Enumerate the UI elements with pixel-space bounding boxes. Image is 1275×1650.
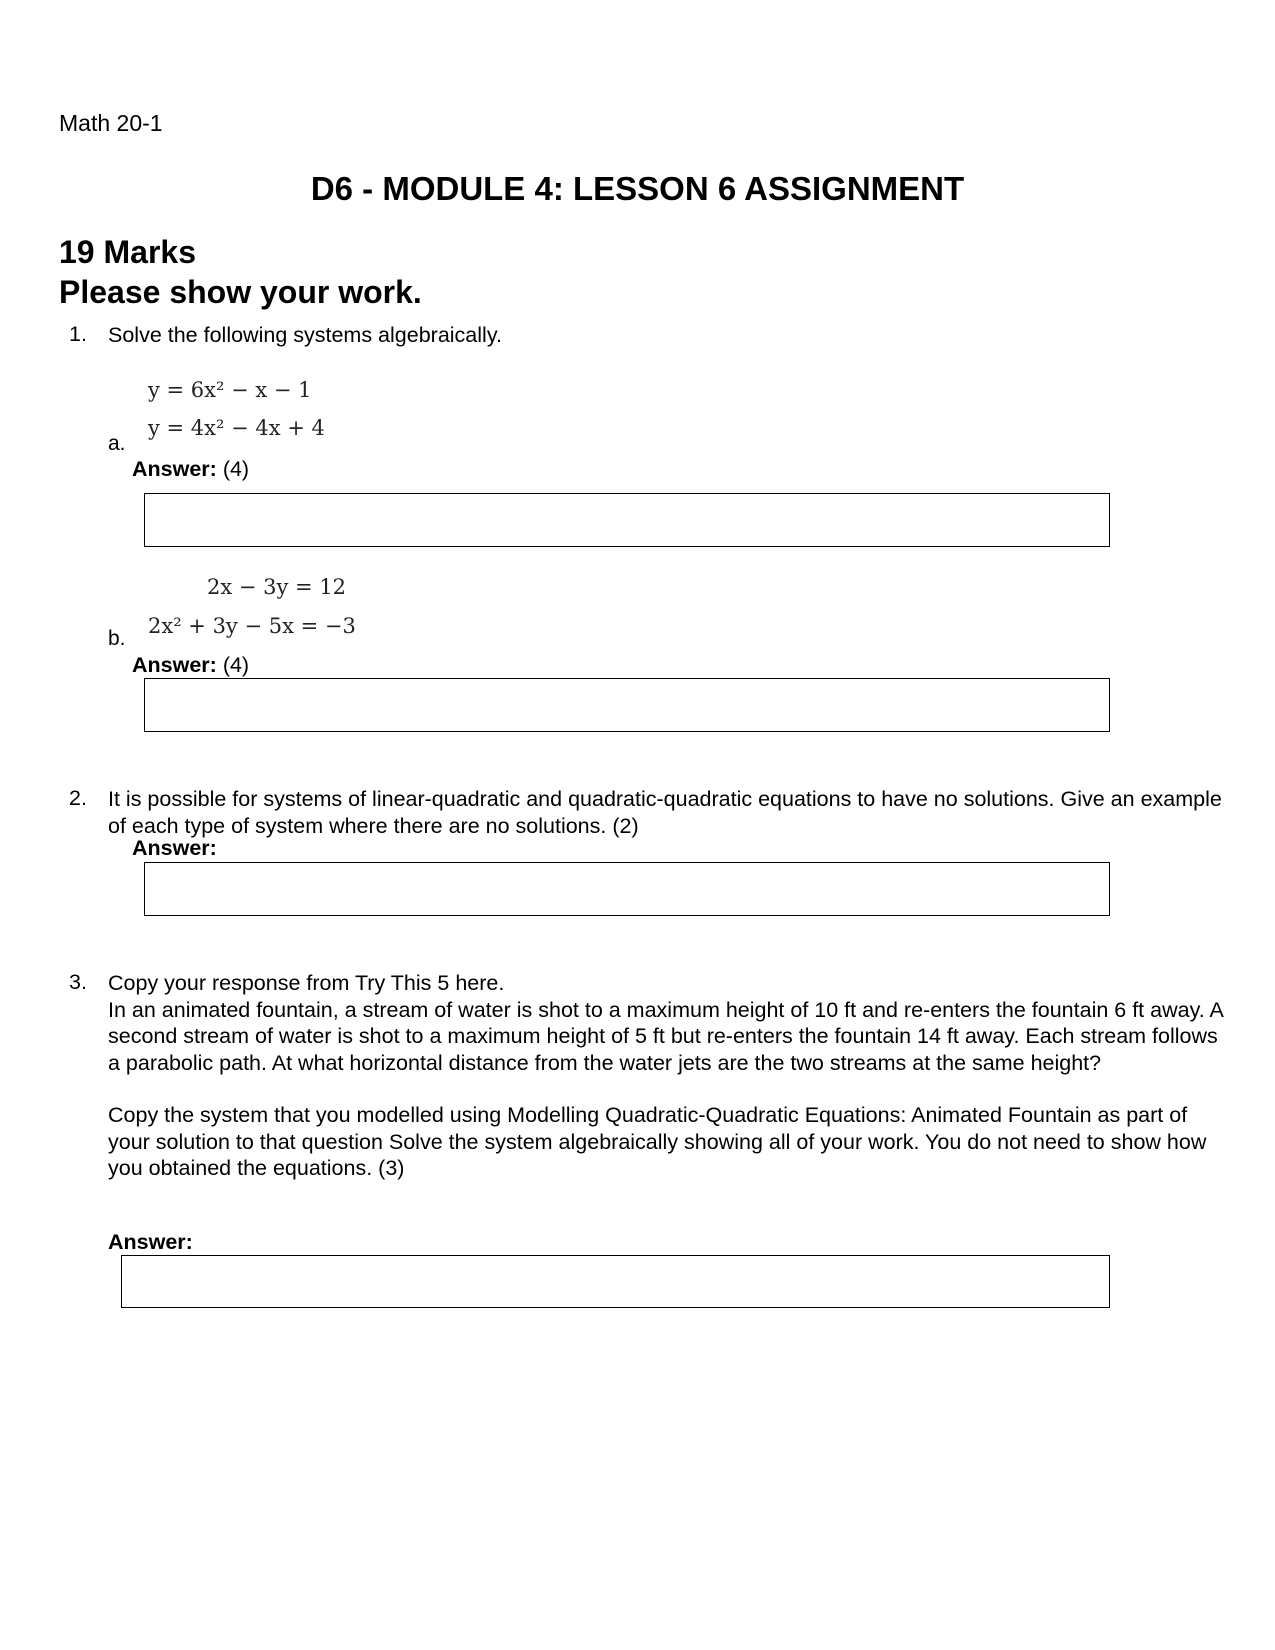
answer-label: Answer: [132,457,217,481]
q1b-answer-box[interactable] [144,678,1110,732]
question-1-number: 1. [69,322,87,346]
marks-block [59,232,422,312]
q1b-label: b. [108,627,126,650]
q2-answer-heading [132,836,217,861]
question-3-number: 3. [69,970,87,994]
q3-answer-box[interactable] [121,1255,1110,1308]
question-2-text: It is possible for systems of linear-quadratic and quadratic-quadratic equations to have no solutions. Give an example of each type of system where there are no solutions. (2) [108,787,1222,838]
q1b-equation-1: 2x − 3y = 12 [207,575,347,599]
answer-label: Answer: [108,1230,193,1254]
answer-label: Answer: [132,836,217,860]
total-marks: 19 Marks [59,234,196,270]
q1b-answer-heading [132,653,249,678]
question-3-intro: Copy your response from Try This 5 here. [108,971,505,995]
question-2-number: 2. [69,786,87,810]
question-3-text [108,970,1228,1182]
page-title: D6 - MODULE 4: LESSON 6 ASSIGNMENT [310,170,965,207]
q1a-answer-heading [132,457,249,482]
q3-answer-heading [108,1230,193,1255]
q1a-answer-box[interactable] [144,493,1110,547]
answer-marks: (4) [222,653,250,677]
question-3-instructions: Copy the system that you modelled using Modelling Quadratic-Quadratic Equations: Animated Fountain as part of your solution to that question Solve the system algebraically showing all of your work. You do not need to show how you obtained the equations. (3) [108,1103,1207,1180]
q1a-equation-2: y = 4x² − 4x + 4 [148,416,325,440]
q1b-equation-2: 2x² + 3y − 5x = −3 [148,614,356,638]
q2-answer-box[interactable] [144,862,1110,916]
question-3-problem: In an animated fountain, a stream of water is shot to a maximum height of 10 ft and re-enters the fountain 6 ft away. A second stream of water is shot to a maximum height of 5 ft but re-enters the fountain 14 ft away. Each stream follows a parabolic path. At what horizontal distance from the water jets are the two streams at the same height? [108,997,1223,1075]
question-1-text: Solve the following systems algebraically. [108,323,502,347]
q1a-label: a. [108,432,126,455]
answer-label: Answer: [132,653,217,677]
answer-marks: (4) [222,457,250,481]
show-work-instruction: Please show your work. [59,274,422,310]
q1a-equation-1: y = 6x² − x − 1 [148,378,312,402]
course-name: Math 20-1 [59,110,163,136]
